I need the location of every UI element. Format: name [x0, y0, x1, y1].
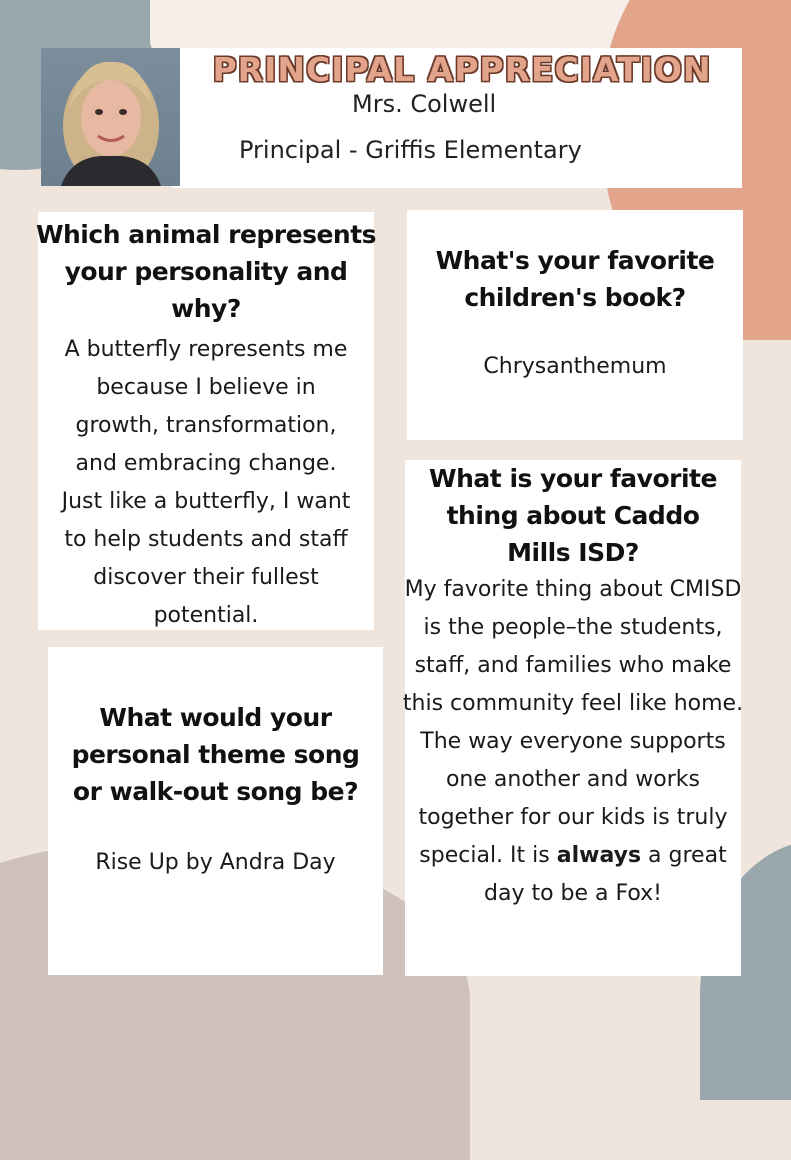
question-caddo: What is your favorite thing about Caddo Mills ISD?	[429, 464, 717, 567]
principal-name: Mrs. Colwell	[352, 90, 497, 118]
portrait-image	[41, 48, 180, 186]
answer-caddo	[399, 571, 747, 913]
question-book: What's your favorite children's book?	[435, 246, 715, 312]
card-caddo	[402, 460, 744, 976]
answer-song: Rise Up by Andra Day	[95, 850, 336, 875]
card-song	[48, 647, 383, 975]
page-title: PRINCIPAL APPRECIATION	[212, 50, 712, 89]
question-song: What would your personal theme song or walk-out song be?	[71, 703, 360, 806]
card-book	[407, 210, 743, 440]
principal-photo	[41, 48, 180, 186]
answer-caddo-text-1: My favorite thing about CMISD is the people–the students, staff, and families who make this community feel like home. The way everyone supports one another and works together for our kids is truly special. It is	[402, 577, 744, 868]
answer-book: Chrysanthemum	[483, 354, 667, 379]
question-animal: Which animal represents your personality and why?	[35, 220, 377, 323]
card-animal	[35, 212, 377, 630]
answer-animal: A butterfly represents me because I believe in growth, transformation, and embracing change. Just like a butterfly, I want to help students and staff discover their fullest potential.	[61, 337, 351, 628]
answer-caddo-bold: always	[556, 843, 642, 868]
answer-caddo-text-2: a great day to be a Fox!	[484, 843, 727, 906]
principal-role: Principal - Griffis Elementary	[239, 136, 582, 164]
